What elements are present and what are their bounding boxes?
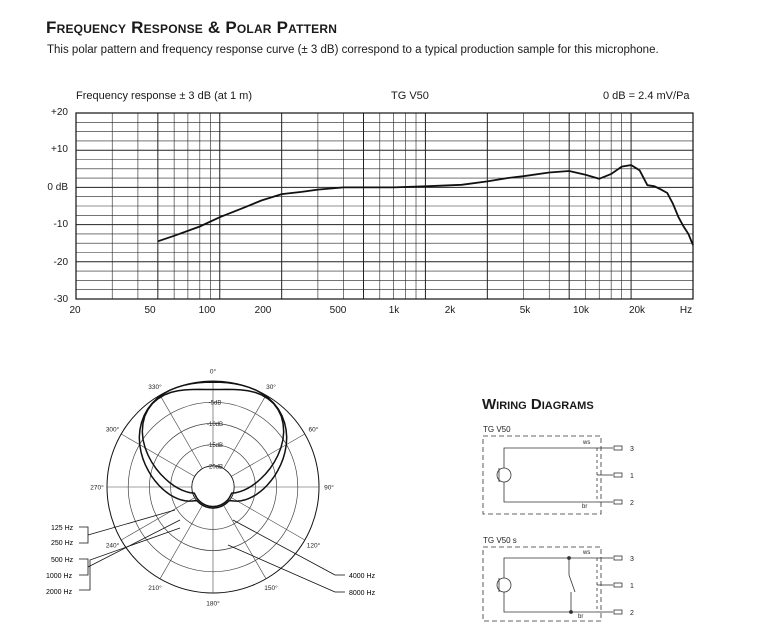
- y-tick-label: 0 dB: [47, 182, 68, 193]
- x-tick-label: 10k: [572, 305, 590, 316]
- wire-label: br: [582, 504, 588, 510]
- pin-3: [614, 556, 622, 560]
- y-tick-label: +10: [51, 144, 68, 155]
- x-tick-label: 20k: [628, 305, 646, 316]
- angle-label: 330°: [148, 384, 162, 392]
- legend-label: 250 Hz: [51, 540, 74, 547]
- x-tick-label: 500: [329, 305, 347, 316]
- db-label: -10dB: [206, 421, 224, 428]
- diagram-label: TG V50 s: [483, 536, 517, 545]
- section-subtitle: This polar pattern and frequency response curve (± 3 dB) correspond to a typical production sample for this microphone.: [47, 44, 659, 56]
- legend-label: 4000 Hz: [349, 573, 376, 580]
- db-label: -15dB: [206, 443, 224, 450]
- pin-label: 2: [630, 610, 634, 617]
- pin-3: [614, 446, 622, 450]
- pin-label: 3: [630, 556, 634, 563]
- model-label: TG V50: [391, 90, 429, 102]
- y-tick-label: -30: [53, 294, 68, 305]
- angle-label: 150°: [264, 584, 278, 592]
- pin-label: 1: [630, 473, 634, 480]
- x-tick-label: 100: [198, 305, 216, 316]
- angle-label: 30°: [266, 384, 276, 392]
- wiring-diagram-2: [483, 536, 634, 621]
- legend-label: 500 Hz: [51, 557, 74, 564]
- angle-label: 180°: [206, 600, 220, 608]
- db-label: -5dB: [208, 400, 222, 407]
- legend-label: 8000 Hz: [349, 590, 376, 597]
- y-tick-label: -20: [53, 257, 68, 268]
- angle-label: 60°: [308, 426, 319, 434]
- legend-label: 125 Hz: [51, 525, 74, 532]
- x-tick-label: 2k: [444, 305, 456, 316]
- angle-label: 90°: [324, 484, 334, 492]
- diagram-label: TG V50: [483, 425, 511, 434]
- pin-label: 3: [630, 446, 634, 453]
- x-unit-label: Hz: [679, 305, 693, 316]
- x-tick-label: 1k: [388, 305, 400, 316]
- x-tick-label: 5k: [519, 305, 531, 316]
- angle-label: 270°: [90, 484, 104, 492]
- section-title: Frequency Response & Polar Pattern: [46, 18, 338, 37]
- switch-blade: [569, 575, 575, 592]
- y-tick-label: +20: [51, 107, 68, 118]
- angle-label: 0°: [209, 368, 217, 376]
- x-tick-label: 50: [144, 305, 156, 316]
- pin-label: 2: [630, 500, 634, 507]
- wiring-title: Wiring Diagrams: [482, 396, 594, 413]
- pin-2: [614, 610, 622, 614]
- angle-label: 120°: [306, 542, 321, 550]
- legend-label: 1000 Hz: [46, 573, 73, 580]
- y-tick-label: -10: [53, 219, 68, 230]
- wire-label: ws: [583, 440, 591, 446]
- frequency-response-label: Frequency response ± 3 dB (at 1 m): [76, 90, 253, 102]
- reference-level-label: 0 dB = 2.4 mV/Pa: [603, 90, 690, 102]
- angle-label: 240°: [105, 542, 120, 550]
- x-tick-label: 20: [69, 305, 81, 316]
- pin-1: [614, 583, 622, 587]
- wiring-diagram-1: [483, 425, 634, 514]
- legend-label: 2000 Hz: [46, 589, 73, 596]
- pin-2: [614, 500, 622, 504]
- pin-1: [614, 473, 622, 477]
- wire-label: ws: [583, 550, 591, 556]
- pin-label: 1: [630, 583, 634, 590]
- x-tick-label: 200: [254, 305, 272, 316]
- db-label: -20dB: [206, 464, 224, 471]
- angle-label: 210°: [148, 584, 162, 592]
- wire-label: br: [578, 614, 584, 620]
- angle-label: 300°: [105, 426, 120, 434]
